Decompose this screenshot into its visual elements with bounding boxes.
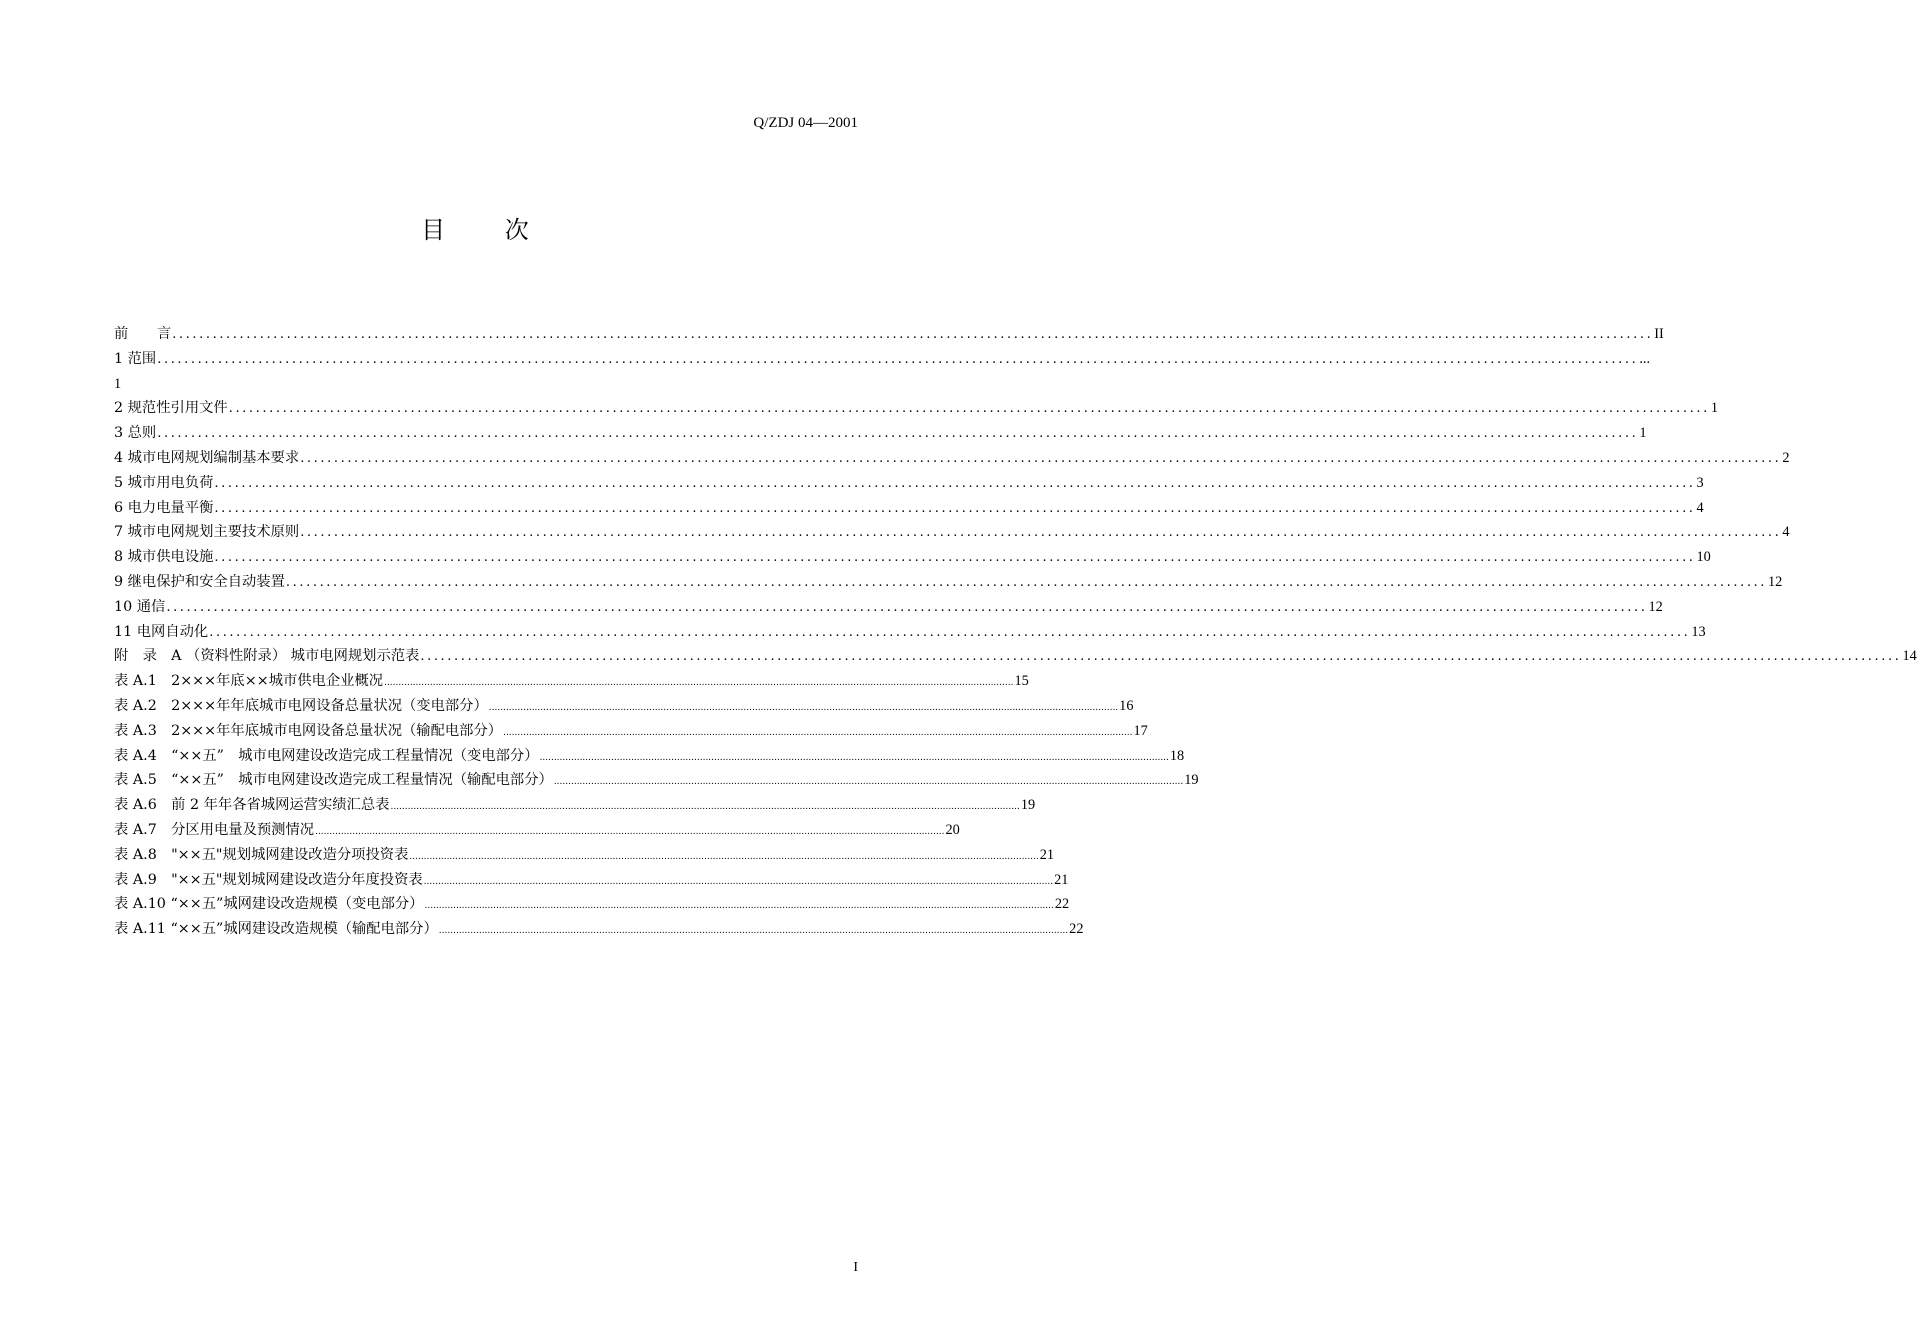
toc-entry[interactable]	[114, 620, 1706, 645]
toc-leader-dots: ............................................................................................................................................................................................................................	[228, 401, 1710, 417]
toc-entry-page: 14	[1902, 648, 1917, 665]
toc-entry[interactable]	[114, 892, 1070, 917]
toc-leader-dots: ............................................................................................................................................................................................................................	[503, 727, 1133, 738]
toc-leader-dots: ............................................................................................................................................................................................................................	[300, 525, 1782, 541]
toc-entry-label: 6 电力电量平衡	[114, 499, 214, 516]
toc-leader-dots: ............................................................................................................................................................................................................................	[420, 649, 1902, 665]
toc-entry-page: 22	[1069, 921, 1084, 938]
toc-entry[interactable]	[114, 520, 1790, 545]
toc-entry[interactable]	[114, 744, 1185, 769]
toc-entry-page: 4	[1782, 524, 1790, 541]
toc-entry-label: 4 城市电网规划编制基本要求	[114, 449, 300, 466]
toc-entry-label: 10 通信	[114, 598, 166, 615]
toc-entry-label: 1 范围	[114, 350, 157, 367]
toc-entry-page: 19	[1184, 772, 1199, 789]
toc-leader-dots: ............................................................................................................................................................................................................................	[409, 851, 1039, 862]
toc-entry-label: 9 继电保护和安全自动装置	[114, 573, 285, 590]
toc-leader-dots: ............................................................................................................................................................................................................................	[438, 926, 1069, 937]
toc-entry-label: 表 A.7 分区用电量及预测情况	[114, 821, 315, 838]
document-code: Q/ZDJ 04—2001	[753, 115, 858, 131]
toc-entry-page: 1	[1639, 425, 1647, 442]
toc-entry-page: 12	[1648, 598, 1663, 615]
toc-entry-page: II	[1654, 326, 1664, 342]
toc-entry-label: 表 A.4 “××五” 城市电网建设改造完成工程量情况（变电部分）	[114, 747, 539, 764]
toc-leader-dots: ............................................................................................................................................................................................................................	[157, 351, 1639, 367]
toc-entry-label: 表 A.11 “××五”城网建设改造规模（输配电部分）	[114, 921, 438, 938]
toc-entry[interactable]	[114, 421, 1647, 446]
toc-leader-dots: ............................................................................................................................................................................................................................	[166, 599, 1648, 615]
toc-entry-page: 1	[1710, 400, 1718, 417]
toc-leader-dots: ............................................................................................................................................................................................................................	[209, 624, 1691, 640]
toc-leader-dots: ............................................................................................................................................................................................................................	[315, 826, 945, 837]
toc-entry[interactable]	[114, 471, 1704, 496]
toc-entry-page: 18	[1169, 747, 1185, 764]
toc-entry-label: 2 规范性引用文件	[114, 400, 228, 417]
toc-leader-dots: ............................................................................................................................................................................................................................	[384, 678, 1014, 689]
page-number: I	[853, 1260, 858, 1275]
toc-entry[interactable]	[114, 372, 859, 397]
toc-entry-page: 10	[1696, 549, 1711, 566]
toc-entry-page: 13	[1691, 623, 1706, 640]
page-title: 目 次	[421, 216, 555, 244]
toc-leader-dots: ............................................................................................................................................................................................................................	[390, 802, 1020, 813]
toc-entry-page: ...	[1639, 350, 1651, 367]
toc-entry-page: 16	[1119, 697, 1134, 714]
toc-leader-dots: ............................................................................................................................................................................................................................	[214, 475, 1696, 491]
toc-leader-dots: ............................................................................................................................................................................................................................	[214, 500, 1696, 516]
toc-leader-dots: ............................................................................................................................................................................................................................	[539, 752, 1169, 763]
toc-entry[interactable]	[114, 868, 1069, 893]
toc-entry-label: 表 A.2 2×××年年底城市电网设备总量状况（变电部分）	[114, 697, 488, 714]
toc-leader-dots: ............................................................................................................................................................................................................................	[424, 901, 1054, 912]
table-of-contents	[114, 322, 1917, 942]
toc-entry-page: 4	[1696, 499, 1704, 516]
toc-entry-page: 20	[945, 821, 960, 838]
toc-entry-page: 1	[114, 375, 122, 392]
toc-entry-page: 19	[1020, 797, 1036, 814]
toc-entry[interactable]	[114, 917, 1084, 942]
toc-leader-dots: ............................................................................................................................................................................................................................	[488, 702, 1119, 713]
toc-entry-page: 21	[1054, 871, 1069, 888]
toc-leader-dots: ............................................................................................................................................................................................................................	[157, 426, 1639, 442]
toc-entry-page: 12	[1768, 573, 1783, 590]
toc-entry-label: 7 城市电网规划主要技术原则	[114, 524, 300, 541]
toc-entry-page: 22	[1054, 896, 1070, 913]
toc-entry-label: 表 A.1 2×××年底××城市供电企业概况	[114, 673, 384, 690]
toc-entry[interactable]	[114, 818, 960, 843]
toc-entry-label: 表 A.10 “××五”城网建设改造规模（变电部分）	[114, 896, 424, 913]
toc-entry-page: 17	[1133, 722, 1148, 739]
toc-entry-label: 附 录 A （资料性附录） 城市电网规划示范表	[114, 648, 420, 665]
toc-entry-label: 表 A.3 2×××年年底城市电网设备总量状况（输配电部分）	[114, 722, 503, 739]
toc-entry[interactable]	[114, 793, 1036, 818]
toc-entry[interactable]	[114, 595, 1663, 620]
toc-entry-label: 11 电网自动化	[114, 623, 209, 640]
toc-entry[interactable]	[114, 768, 1199, 793]
toc-entry[interactable]	[114, 644, 1917, 669]
toc-entry-label: 表 A.5 “××五” 城市电网建设改造完成工程量情况（输配电部分）	[114, 772, 553, 789]
toc-entry-page: 15	[1014, 673, 1029, 690]
toc-entry-label: 5 城市用电负荷	[114, 474, 214, 491]
toc-entry-label: 8 城市供电设施	[114, 549, 214, 566]
toc-entry-page: 21	[1039, 846, 1055, 863]
toc-entry-label: 表 A.8 "××五"规划城网建设改造分项投资表	[114, 846, 409, 863]
toc-entry-label: 3 总则	[114, 425, 157, 442]
toc-entry[interactable]	[114, 396, 1718, 421]
toc-entry[interactable]	[114, 843, 1055, 868]
toc-entry[interactable]	[114, 446, 1790, 471]
toc-entry-label: 表 A.6 前 2 年年各省城网运营实绩汇总表	[114, 797, 390, 814]
toc-leader-dots: ............................................................................................................................................................................................................................	[423, 876, 1054, 887]
toc-entry-page: 3	[1696, 474, 1704, 491]
toc-entry-label: 前 言	[114, 326, 172, 342]
toc-entry[interactable]	[114, 570, 1783, 595]
toc-entry[interactable]	[114, 347, 1651, 372]
toc-entry[interactable]	[114, 322, 1664, 347]
toc-leader-dots: ............................................................................................................................................................................................................................	[214, 550, 1696, 566]
toc-entry[interactable]	[114, 669, 1029, 694]
toc-entry[interactable]	[114, 545, 1711, 570]
toc-leader-dots: ............................................................................................................................................................................................................................	[300, 450, 1782, 466]
toc-entry[interactable]	[114, 719, 1148, 744]
toc-entry-label: 表 A.9 "××五"规划城网建设改造分年度投资表	[114, 871, 423, 888]
toc-entry-page: 2	[1782, 449, 1790, 466]
toc-leader-dots: ............................................................................................................................................................................................................................	[553, 777, 1184, 788]
toc-leader-dots: ............................................................................................................................................................................................................................	[172, 327, 1654, 342]
toc-entry[interactable]	[114, 694, 1134, 719]
toc-leader-dots: ............................................................................................................................................................................................................................	[285, 574, 1768, 590]
toc-entry[interactable]	[114, 496, 1704, 521]
